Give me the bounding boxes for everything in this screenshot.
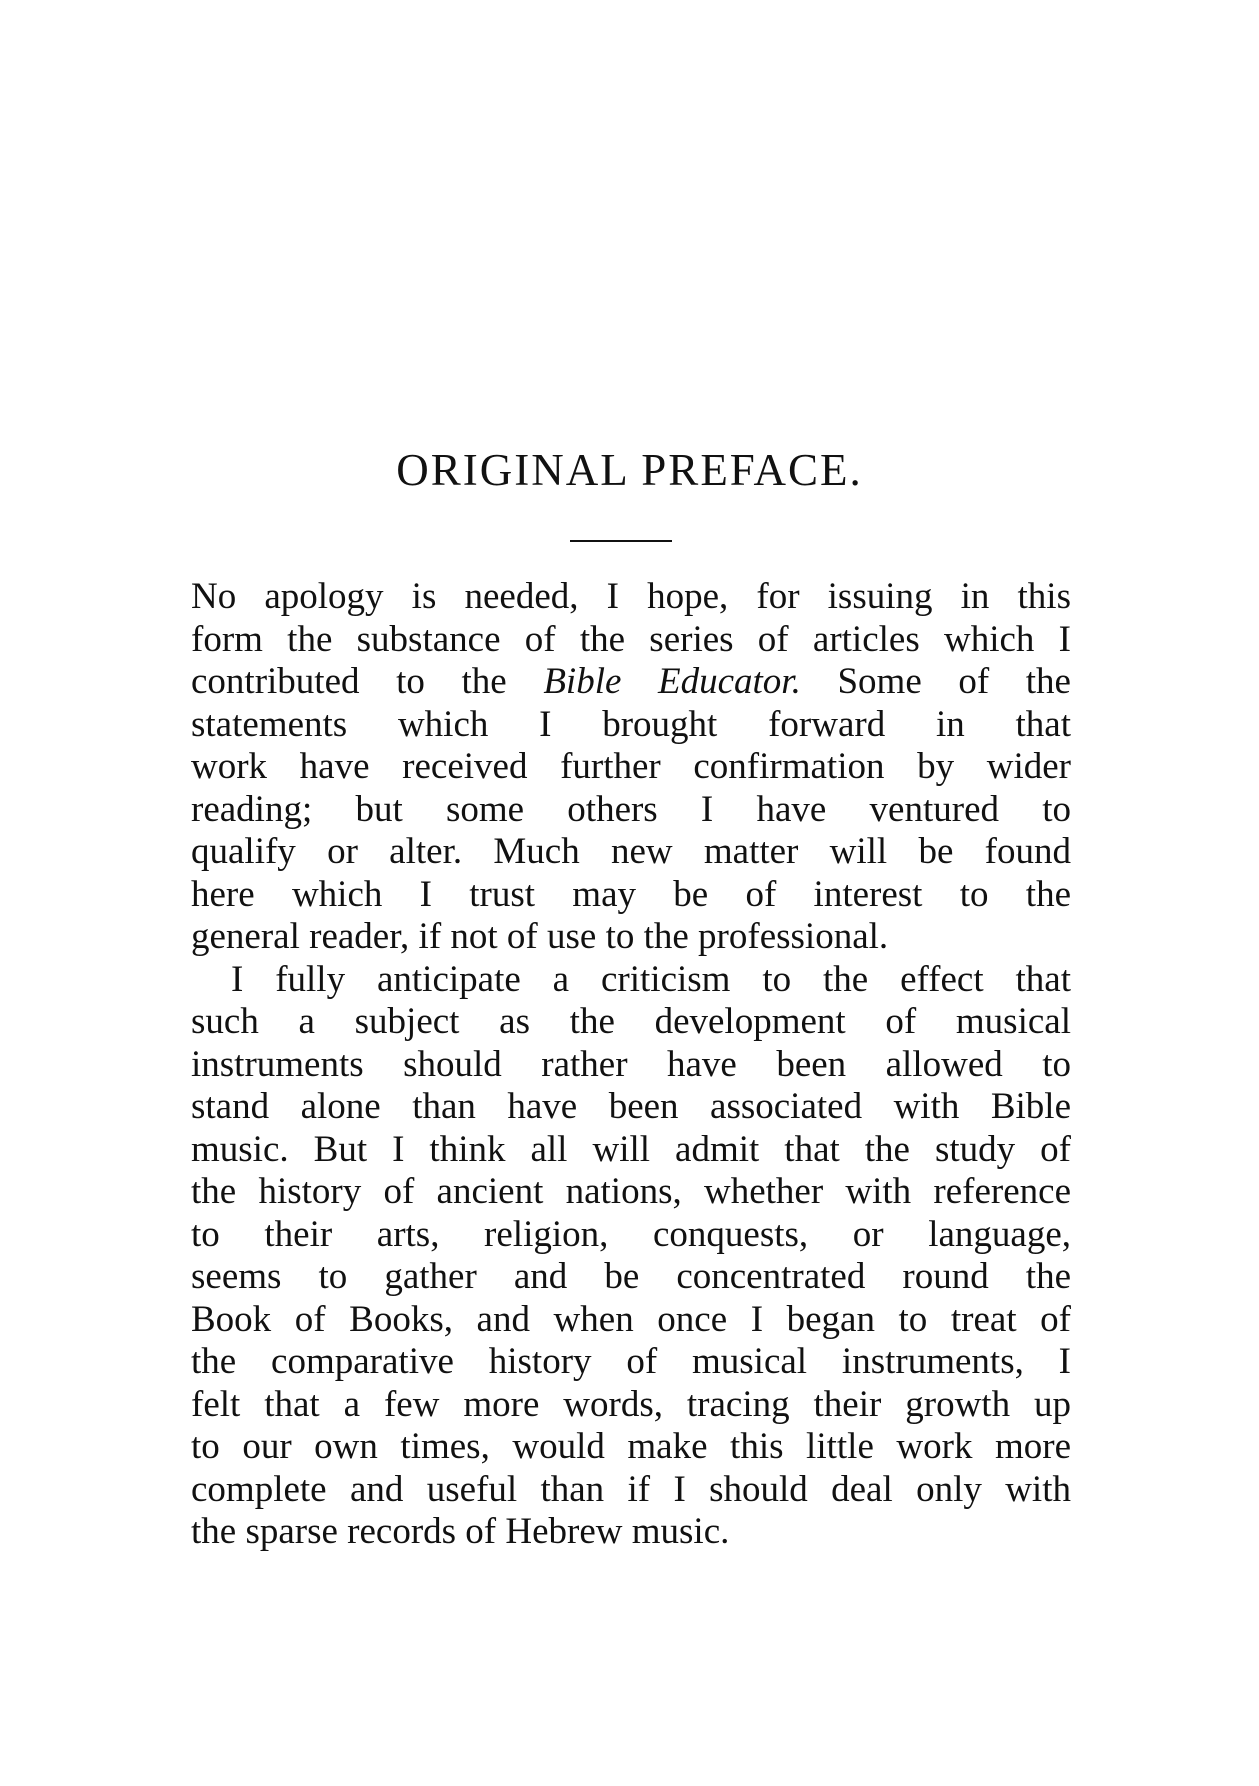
text-line: to their arts, religion, conquests, or language, <box>191 1213 1071 1255</box>
preface-body <box>191 576 1071 1554</box>
text-line: such a subject as the development of musical <box>191 1001 1071 1042</box>
text-line: I fully anticipate a criticism to the effect that <box>231 958 1071 1000</box>
text-line: the sparse records of Hebrew music. <box>191 1511 730 1552</box>
paragraph-1 <box>191 576 1071 959</box>
page-title: ORIGINAL PREFACE. <box>396 445 863 495</box>
text-line: seems to gather and be concentrated round the <box>191 1256 1071 1297</box>
publication-title: Bible Educator. <box>543 661 801 702</box>
text-line: instruments should rather have been allowed to <box>191 1043 1071 1085</box>
text-line: general reader, if not of use to the professional. <box>191 916 889 957</box>
title-divider <box>570 540 672 542</box>
text-line: No apology is needed, I hope, for issuing in this <box>191 576 1071 617</box>
text-line: to our own times, would make this little work more <box>191 1426 1071 1467</box>
paragraph-2 <box>191 959 1071 1554</box>
text-line <box>191 661 1071 704</box>
text-line: the comparative history of musical instruments, I <box>191 1341 1071 1382</box>
text-line: here which I trust may be of interest to the <box>191 873 1071 915</box>
text-line: the history of ancient nations, whether with reference <box>191 1171 1071 1212</box>
text-line-end: Some of the <box>800 661 1071 702</box>
text-line-start: contributed to the <box>191 661 544 702</box>
text-line: statements which I brought forward in that <box>191 703 1071 745</box>
text-line: stand alone than have been associated with Bible <box>191 1086 1071 1127</box>
text-line: complete and useful than if I should deal only with <box>191 1468 1071 1510</box>
text-line: work have received further confirmation by wider <box>191 746 1071 787</box>
text-line: reading; but some others I have ventured to <box>191 788 1071 830</box>
text-line: qualify or alter. Much new matter will be found <box>191 831 1071 872</box>
text-line: form the substance of the series of articles which I <box>191 618 1071 660</box>
text-line: music. But I think all will admit that the study of <box>191 1128 1071 1170</box>
text-line: Book of Books, and when once I began to treat of <box>191 1298 1071 1340</box>
text-line: felt that a few more words, tracing their growth up <box>191 1383 1071 1425</box>
